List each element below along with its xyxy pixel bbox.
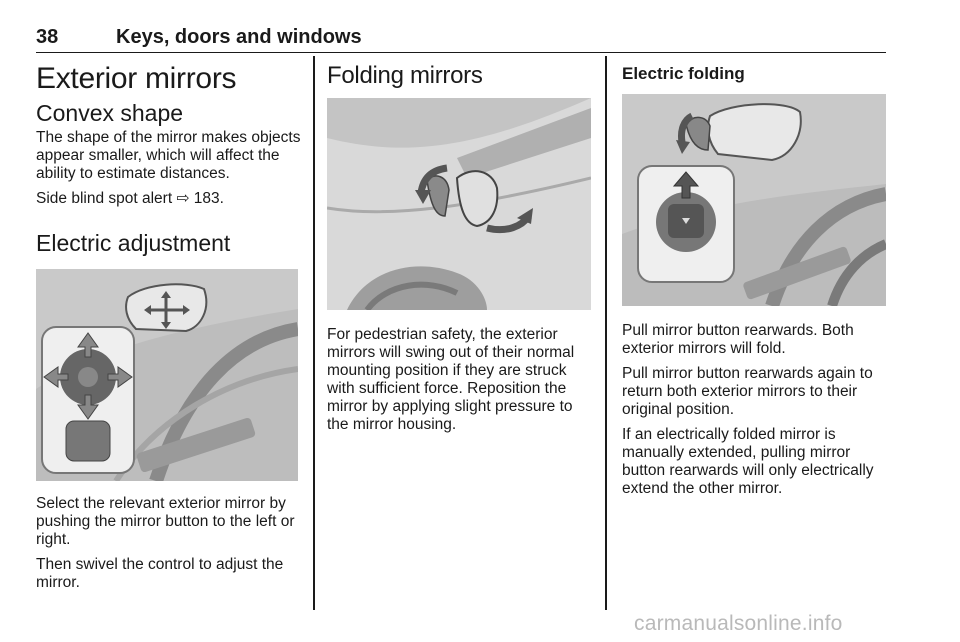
folding-text: For pedestrian safety, the exterior mirrors will swing out of their normal mounting position if they are struck with sufficient force. Reposition the mirror by applying slight pressure to the mirror housing. — [327, 326, 575, 433]
electric-folding-illustration — [622, 94, 886, 306]
column-3 — [622, 62, 888, 505]
blind-spot-page-link[interactable]: 183. — [193, 190, 224, 207]
electric-folding-text-3: If an electrically folded mirror is manually extended, pulling mirror button rearwards will only electrically extend the other mirror. — [622, 426, 874, 497]
adjust-text-1: Select the relevant exterior mirror by pushing the mirror button to the left or right. — [36, 495, 295, 548]
folding-mirrors-heading: Folding mirrors — [327, 62, 483, 89]
convex-shape-text: The shape of the mirror makes objects appear smaller, which will affect the ability to estimate distances. — [36, 129, 301, 182]
column-1 — [36, 62, 302, 599]
watermark: carmanualsonline.info — [634, 612, 843, 635]
column-2 — [327, 62, 593, 441]
convex-shape-heading: Convex shape — [36, 100, 184, 126]
page-number: 38 — [36, 26, 59, 48]
page-reference-arrow-icon: ⇨ — [176, 190, 190, 207]
blind-spot-text: Side blind spot alert — [36, 190, 173, 207]
adjust-text-2: Then swivel the control to adjust the mirror. — [36, 556, 284, 591]
page-header — [36, 24, 886, 53]
mirror-glass-icon — [126, 284, 206, 331]
electric-folding-text-1: Pull mirror button rearwards. Both exterior mirrors will fold. — [622, 322, 854, 357]
blind-spot-reference — [36, 190, 302, 208]
electric-folding-heading: Electric folding — [622, 64, 745, 83]
section-title: Exterior mirrors — [36, 62, 237, 95]
column-divider-2 — [605, 56, 607, 610]
electric-adjustment-illustration — [36, 269, 298, 481]
electric-folding-text-2: Pull mirror button rearwards again to return both exterior mirrors to their original position. — [622, 365, 873, 418]
folding-mirror-illustration — [327, 98, 591, 310]
chapter-title: Keys, doors and windows — [116, 26, 362, 48]
electric-adjustment-heading: Electric adjustment — [36, 230, 231, 256]
column-divider-1 — [313, 56, 315, 610]
